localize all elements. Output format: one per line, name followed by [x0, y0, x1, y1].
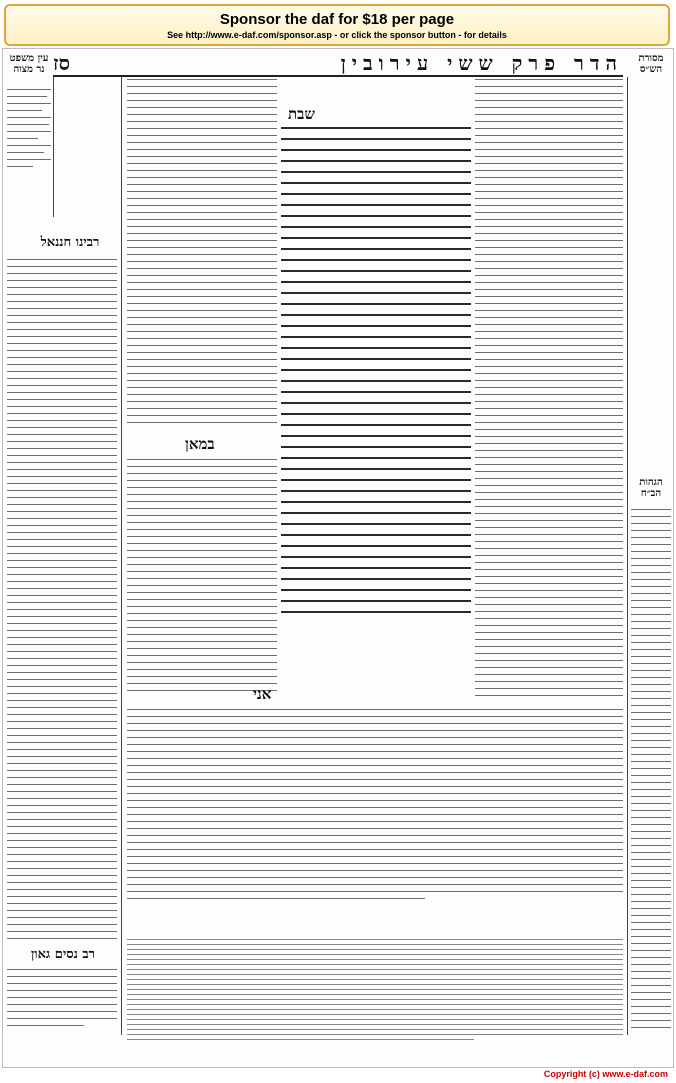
- tosafot-text: [127, 79, 277, 431]
- masoret-hashas-label: מסורת הש״ס: [638, 53, 664, 75]
- tosafot-text-continued: [127, 459, 277, 699]
- hagahot-text: [631, 509, 671, 1029]
- shabbat-catchword: שבת: [288, 105, 315, 123]
- gemara-text: [281, 127, 471, 687]
- left-column-divider: [121, 77, 122, 1035]
- sponsor-subtitle[interactable]: See http://www.e-daf.com/sponsor.asp - or click the sponsor button - for details: [167, 30, 507, 40]
- folio-number: סז: [53, 50, 70, 75]
- sponsor-title[interactable]: Sponsor the daf for $18 per page: [219, 11, 455, 28]
- hagahot-habach-label: הגהות הב״ח: [639, 477, 663, 499]
- rashi-text: [475, 79, 623, 699]
- rabbeinu-chananel-label: רבינו חננאל: [40, 235, 100, 250]
- rav-nissim-text: [7, 969, 117, 1035]
- dibbur-hamatchil-ani: אני: [253, 685, 272, 703]
- rabbeinu-chananel-text: [7, 259, 117, 939]
- page-footer: [0, 1069, 676, 1083]
- sponsor-banner[interactable]: [4, 4, 670, 46]
- rav-nissim-gaon-label: רב נסים גאון: [30, 947, 96, 962]
- ein-mishpat-label: עין משפט נר מצוה: [9, 53, 49, 75]
- chapter-heading: הדר פרק ששי עירובין: [340, 50, 623, 75]
- ein-mishpat-divider: [53, 77, 54, 217]
- running-head: [53, 51, 623, 77]
- dibbur-hamatchil-bamah: במאן: [185, 435, 215, 453]
- copyright-notice[interactable]: Copyright (c) www.e-daf.com: [543, 1069, 668, 1079]
- right-column-divider: [627, 77, 628, 1035]
- talmud-page: [2, 48, 674, 1068]
- footnotes-text: [127, 939, 623, 1059]
- lower-commentary-text: [127, 709, 623, 929]
- ein-mishpat-text: [7, 89, 51, 209]
